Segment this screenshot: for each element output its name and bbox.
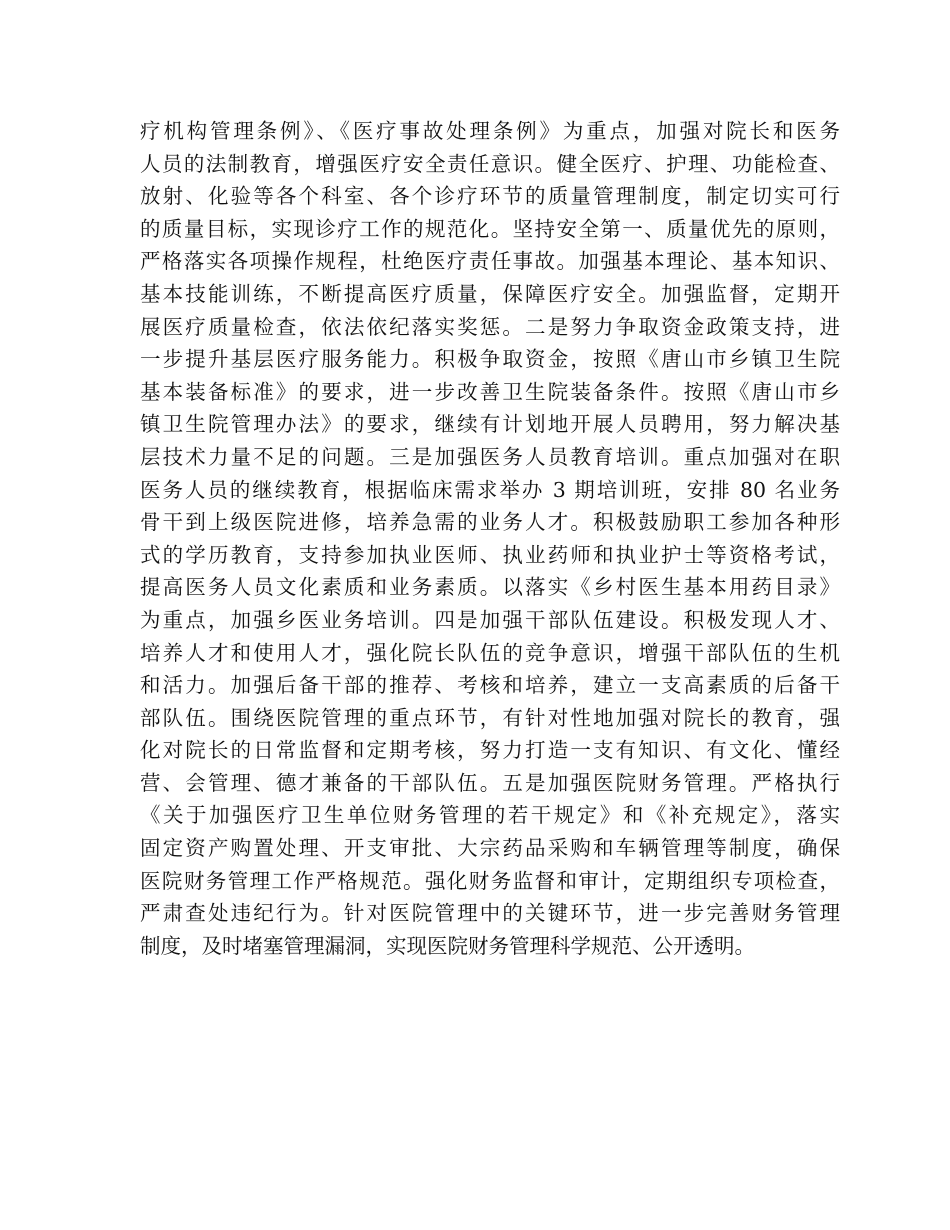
- text-line-13: 骨干到上级医院进修，培养急需的业务人才。积极鼓励职工参加各种形: [140, 510, 840, 535]
- text-line-18: 和活力。加强后备干部的推荐、考核和培养，建立一支高素质的后备干: [140, 673, 840, 698]
- text-line-5: 严格落实各项操作规程，杜绝医疗责任事故。加强基本理论、基本知识、: [140, 249, 840, 274]
- text-line-15: 提高医务人员文化素质和业务素质。以落实《乡村医生基本用药目录》: [140, 575, 840, 600]
- text-line-2: 人员的法制教育，增强医疗安全责任意识。健全医疗、护理、功能检查、: [140, 151, 840, 176]
- text-line-16: 为重点，加强乡医业务培训。四是加强干部队伍建设。积极发现人才、: [140, 607, 840, 632]
- text-line-14: 式的学历教育，支持参加执业医师、执业药师和执业护士等资格考试，: [140, 542, 840, 567]
- text-line-19: 部队伍。围绕医院管理的重点环节，有针对性地加强对院长的教育，强: [140, 705, 840, 730]
- text-line-26: 制度，及时堵塞管理漏洞，实现医院财务管理科学规范、公开透明。: [140, 933, 755, 958]
- text-line-10: 镇卫生院管理办法》的要求，继续有计划地开展人员聘用，努力解决基: [140, 412, 840, 437]
- text-line-17: 培养人才和使用人才，强化院长队伍的竞争意识，增强干部队伍的生机: [140, 640, 840, 665]
- text-line-21: 营、会管理、德才兼备的干部队伍。五是加强医院财务管理。严格执行: [140, 770, 840, 795]
- text-line-3: 放射、化验等各个科室、各个诊疗环节的质量管理制度，制定切实可行: [140, 184, 840, 209]
- body-paragraph: [140, 115, 840, 962]
- text-line-12: 医务人员的继续教育，根据临床需求举办 3 期培训班，安排 80 名业务: [140, 477, 840, 502]
- text-line-11: 层技术力量不足的问题。三是加强医务人员教育培训。重点加强对在职: [140, 444, 840, 469]
- text-line-22: 《关于加强医疗卫生单位财务管理的若干规定》和《补充规定》，落实: [140, 803, 840, 828]
- text-line-20: 化对院长的日常监督和定期考核，努力打造一支有知识、有文化、懂经: [140, 738, 840, 763]
- text-line-24: 医院财务管理工作严格规范。强化财务监督和审计，定期组织专项检查，: [140, 868, 840, 893]
- text-line-9: 基本装备标准》的要求，进一步改善卫生院装备条件。按照《唐山市乡: [140, 379, 840, 404]
- text-line-6: 基本技能训练，不断提高医疗质量，保障医疗安全。加强监督，定期开: [140, 281, 840, 306]
- text-line-7: 展医疗质量检查，依法依纪落实奖惩。二是努力争取资金政策支持，进: [140, 314, 840, 339]
- text-line-1: 疗机构管理条例》、《医疗事故处理条例》为重点，加强对院长和医务: [140, 119, 840, 143]
- text-line-8: 一步提升基层医疗服务能力。积极争取资金，按照《唐山市乡镇卫生院: [140, 347, 840, 372]
- text-line-23: 固定资产购置处理、开支审批、大宗药品采购和车辆管理等制度，确保: [140, 836, 840, 861]
- text-line-25: 严肃查处违纪行为。针对医院管理中的关键环节，进一步完善财务管理: [140, 901, 840, 926]
- text-line-4: 的质量目标，实现诊疗工作的规范化。坚持安全第一、质量优先的原则，: [140, 216, 840, 241]
